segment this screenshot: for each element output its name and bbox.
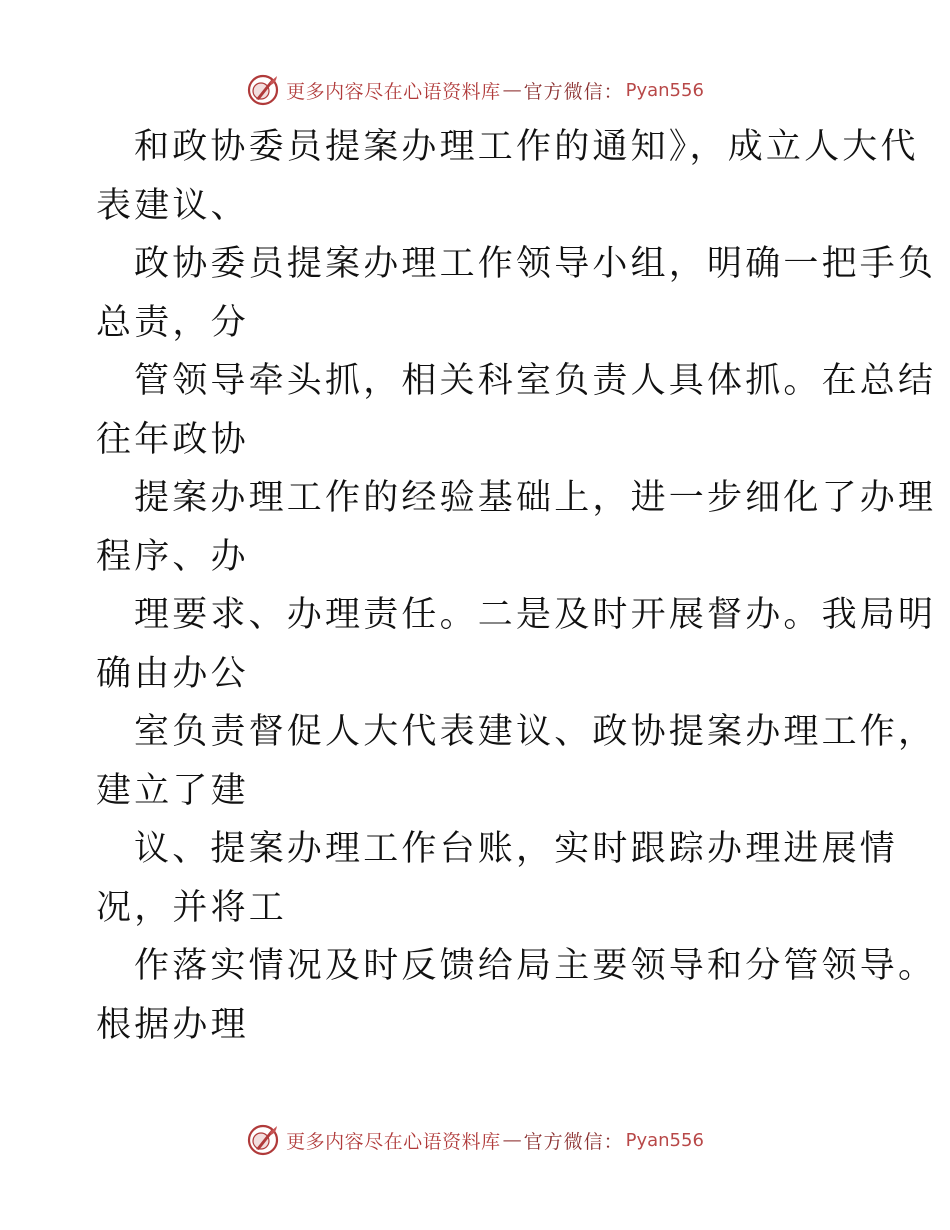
header-watermark (0, 72, 950, 108)
text-line: 往年政协 (96, 419, 249, 460)
text-line: 确由办公 (96, 653, 249, 694)
footer-watermark (0, 1122, 950, 1158)
watermark-site-text: 更多内容尽在心语资料库 (286, 80, 501, 103)
document-body (96, 118, 937, 1054)
text-line: 根据办理 (96, 1004, 249, 1045)
text-line: 总责，分 (96, 302, 249, 343)
text-line: 政协委员提案办理工作领导小组，明确一把手负 (134, 244, 937, 284)
text-line: 提案办理工作的经验基础上，进一步细化了办理 (134, 478, 937, 518)
quill-logo-icon (246, 1123, 280, 1157)
text-line: 作落实情况及时反馈给局主要领导和分管领导。 (134, 946, 937, 986)
text-line: 况，并将工 (96, 887, 288, 928)
text-line: 议、提案办理工作台账，实时跟踪办理进展情 (134, 829, 899, 869)
watermark-id: Pyan556 (625, 1129, 704, 1151)
watermark-id: Pyan556 (625, 79, 704, 101)
quill-logo-icon (246, 73, 280, 107)
watermark-dash: — (502, 79, 522, 101)
text-line: 管领导牵头抓，相关科室负责人具体抓。在总结 (134, 361, 937, 401)
watermark-site-text: 更多内容尽在心语资料库 (286, 1130, 501, 1153)
text-line: 表建议、 (96, 185, 249, 226)
text-line: 室负责督促人大代表建议、政协提案办理工作， (134, 712, 937, 752)
text-line: 建立了建 (96, 770, 249, 811)
text-line: 理要求、办理责任。二是及时开展督办。我局明 (134, 595, 937, 635)
watermark-label: 官方微信： (523, 1130, 624, 1153)
watermark-dash: — (502, 1129, 522, 1151)
watermark-label: 官方微信： (523, 80, 624, 103)
text-line: 和政协委员提案办理工作的通知》，成立人大代 (134, 127, 919, 167)
text-line: 程序、办 (96, 536, 249, 577)
